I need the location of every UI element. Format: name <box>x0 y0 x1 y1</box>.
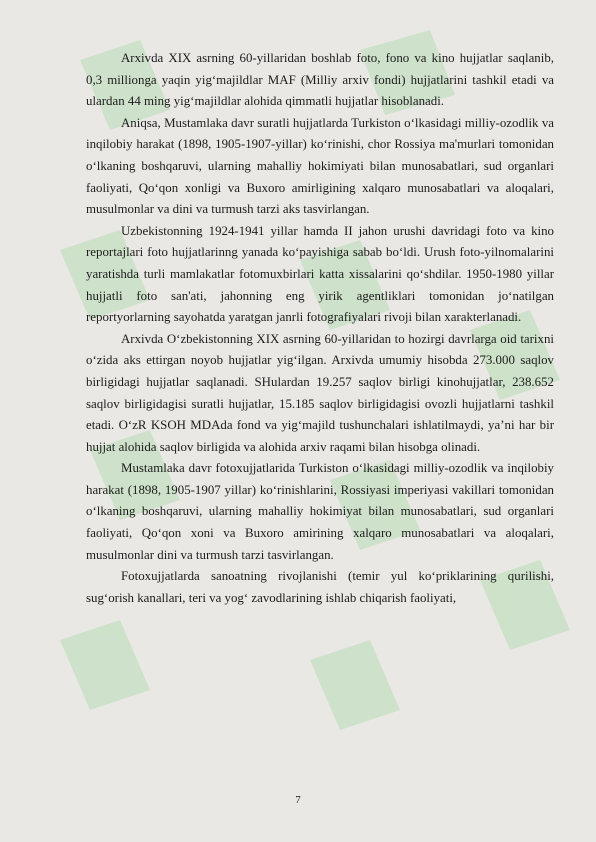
paragraph-2: Aniqsa, Mustamlaka davr suratli hujjatlarda Turkiston o‘lkasidagi milliy-ozodlik va inqilobiy harakat (1898, 1905-1907-yillar) ko‘rinishi, chor Rossiya ma'murlari tomonidan o‘lkaning boshqaruvi, ularning mahalliy hokimiyati bilan munosabatlari, sud organlari faoliyati, Qo‘qon xonligi va Buxoro amirligining xalqaro munosabatlari va aloqalari, musulmonlar va dini va turmush tarzi aks tasvirlangan. <box>86 115 554 217</box>
paragraph-3: Uzbekistonning 1924-1941 yillar hamda II jahon urushi davridagi foto va kino reportajlari foto hujjatlarinng yanada ko‘payishiga sabab bo‘ldi. Urush foto-yilnomalarini yaratishda turli mamlakatlar fotomuxbirlari katta xissalarini qo‘shdilar. 1950-1980 yillar hujjatli foto san'ati, jahonning eng yirik agentliklari tomonidan jo‘natilgan reportyorlarning sayohatda yaratgan janrli fotografiyalari rivoji bilan xarakterlanadi. <box>86 223 554 325</box>
paragraph-5: Mustamlaka davr fotoxujjatlarida Turkiston o‘lkasidagi milliy-ozodlik va inqilobiy harakat (1898, 1905-1907 yillar) ko‘rinishlarini, Rossiyasi imperiyasi vakillari tomonidan o‘lkaning boshqaruvi, ularning mahalliy hokimiyat bilan munosabatlari, sud organlari faoliyati, Qo‘qon xoni va Buxoro amirining xalqaro munosabatlari va aloqalari, musulmonlar dini va turmush tarzi tasvirlangan. <box>86 461 554 562</box>
document-body <box>86 48 554 609</box>
page-number: 7 <box>295 794 301 806</box>
paragraph-1: Arxivda XIX asrning 60-yillaridan boshlab foto, fono va kino hujjatlar saqlanib, 0,3 millionga yaqin yig‘majildlar MAF (Milliy arxiv fondi) hujjatlarini tashkil etadi va ulardan 44 ming yig‘majildlar alohida qimmatli hujjatlar hisoblanadi. <box>86 51 554 109</box>
paragraph-4: Arxivda O‘zbekistonning XIX asrning 60-yillaridan to hozirgi davrlarga oid tarixni o‘zida aks ettirgan noyob hujjatlar yig‘ilgan. Arxivda umumiy hisobda 273.000 saqlov birligidagi hujjatlar saqlanadi. SHulardan 19.257 saqlov birligi kinohujjatlar, 238.652 saqlov birligidagisi suratli hujjatlar, 15.185 saqlov birligidagisi ovozli hujjatlarni tashkil etadi. O‘zR KSOH MDAda fond va yig‘majild tushunchalari ishlatilmaydi, ya’ni har bir hujjat alohida saqlov birligida va alohida arxiv raqami bilan hisobga olinadi. <box>86 331 554 454</box>
paragraph-6: Fotoxujjatlarda sanoatning rivojlanishi (temir yul ko‘priklarining qurilishi, sug‘orish kanallari, teri va yog‘ zavodlarining ishlab chiqarish faoliyati, <box>86 569 554 605</box>
